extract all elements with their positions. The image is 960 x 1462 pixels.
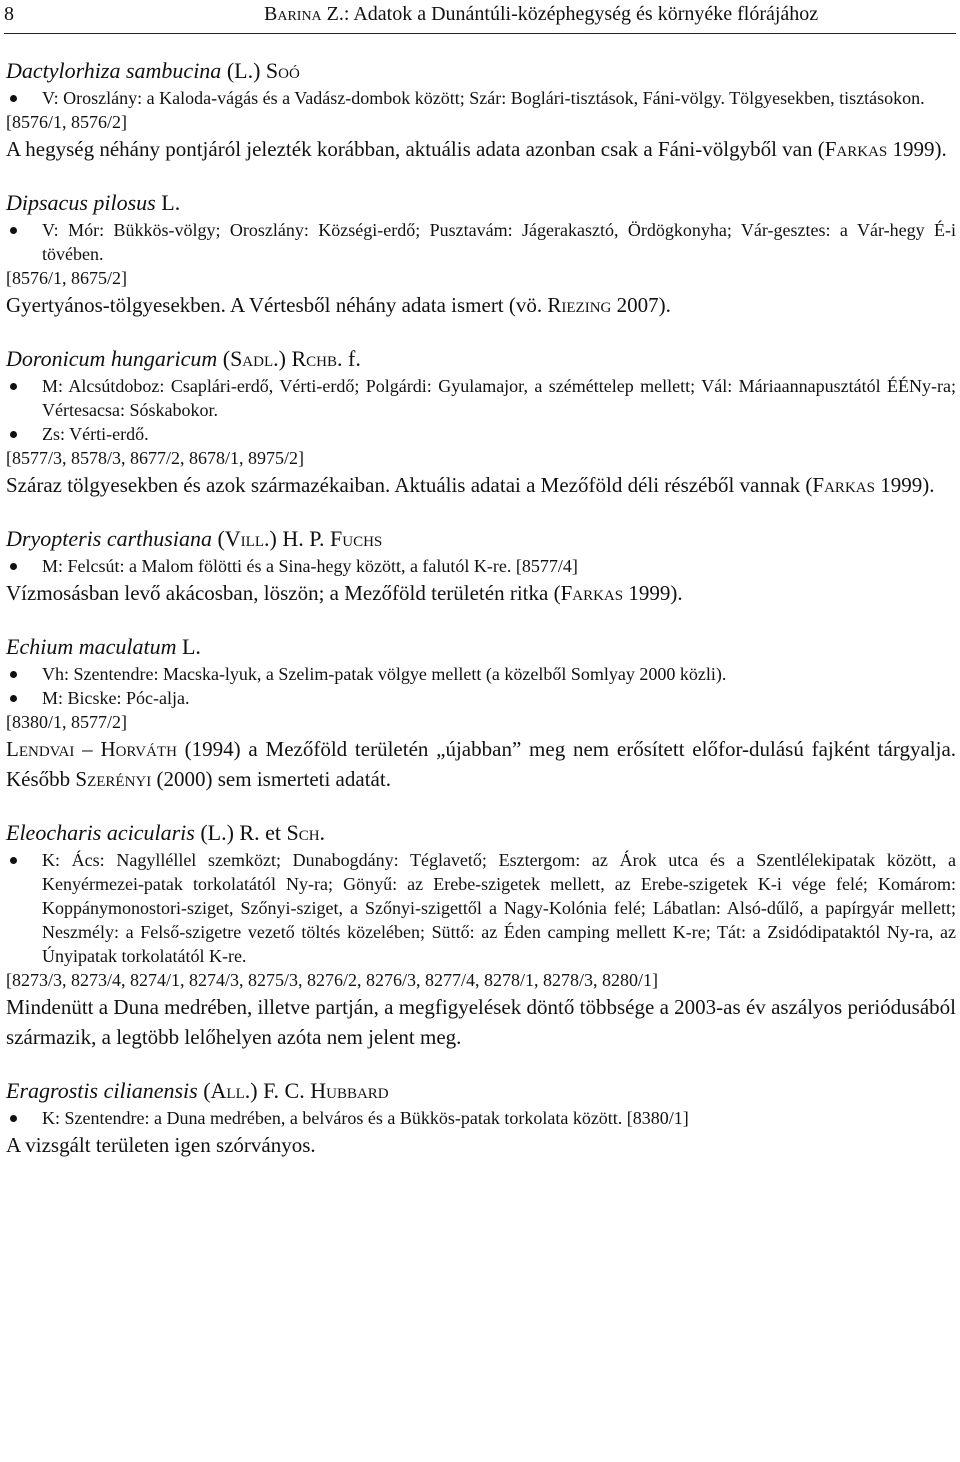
authority-part: Soó	[265, 58, 300, 83]
authority-part: Vill.	[224, 526, 270, 551]
authority-part: All.	[210, 1078, 251, 1103]
authority-part: L.	[155, 190, 181, 215]
species-name[interactable]	[6, 818, 956, 848]
comment-part: Farkas	[824, 137, 888, 161]
authority-part: (	[217, 346, 231, 371]
comment-part: A vizsgált területen igen szórványos.	[6, 1133, 316, 1157]
species-name[interactable]	[6, 188, 956, 218]
species-binomial: Eleocharis acicularis	[6, 820, 195, 845]
species-entry	[6, 632, 956, 794]
species-authority	[176, 634, 200, 659]
comment-part: 1999).	[887, 137, 947, 161]
locality-list	[6, 86, 956, 110]
comment-part: Szerényi	[75, 767, 152, 791]
species-name[interactable]	[6, 344, 956, 374]
species-authority	[221, 58, 300, 83]
locality-item: M: Alcsútdoboz: Csaplári-erdő, Vérti-erdő; Polgárdi: Gyulamajor, a széméttelep mellett; Vál: Máriaannapusztától ÉÉNy-ra; Vértesacsa: Sóskabokor.	[6, 374, 956, 422]
comment-part: Riezing	[547, 293, 612, 317]
locality-list	[6, 218, 956, 266]
grid-codes: [8380/1, 8577/2]	[6, 712, 127, 732]
locality-list	[6, 662, 956, 710]
species-binomial: Dryopteris carthusiana	[6, 526, 212, 551]
comment-part: Farkas	[560, 581, 624, 605]
comment-part: Horváth	[100, 737, 177, 761]
running-title	[264, 0, 818, 28]
species-name[interactable]	[6, 632, 956, 662]
species-comment	[6, 134, 956, 164]
page-number: 8	[4, 3, 14, 25]
comment-part: –	[74, 737, 101, 761]
comment-part: Mindenütt a Duna medrében, illetve partján, a megfigyelések döntő többsége a 2003-as év aszályos periódusából származik, a legtöbb lelőhelyen azóta nem jelent meg.	[6, 995, 956, 1049]
authority-part: Sch.	[286, 820, 326, 845]
species-entry	[6, 1076, 956, 1160]
authority-part: (	[197, 1078, 211, 1103]
species-name[interactable]	[6, 1076, 956, 1106]
locality-list	[6, 1106, 956, 1130]
species-authority	[217, 346, 361, 371]
species-entry	[6, 524, 956, 608]
species-binomial: Eragrostis cilianensis	[6, 1078, 198, 1103]
species-list	[6, 56, 956, 1184]
locality-list	[6, 554, 956, 578]
comment-part: A hegység néhány pontjáról jelezték korábban, aktuális adata azonban csak a Fáni-völgyből van (	[6, 137, 825, 161]
locality-item: Vh: Szentendre: Macska-lyuk, a Szelim-patak völgye mellett (a közelből Somlyay 2000 közli).	[6, 662, 956, 686]
header-author: Barina Z.	[264, 3, 344, 25]
species-comment	[6, 992, 956, 1052]
comment-part: 1999).	[874, 473, 935, 497]
comment-part: Gyertyános-tölgyesekben. A Vértesből néhány adata ismert (vö.	[6, 293, 548, 317]
species-name[interactable]	[6, 56, 956, 86]
species-comment	[6, 734, 956, 794]
species-entry	[6, 344, 956, 500]
species-binomial: Doronicum hungaricum	[6, 346, 218, 371]
locality-item: K: Ács: Nagylléllel szemközt; Dunabogdány: Téglavető; Esztergom: az Árok utca és a Szentlélekipatak között, a Kenyérmezei-patak torkolatától Ny-ra; Gönyű: az Erebe-szigetek mellett, az Erebe-szigetek K-i vége felé; Komárom: Koppánymonostori-sziget, Szőnyi-sziget, a Szőnyi-szigettől a Nagy-Kolónia felé; Lábatlan: Alsó-dűlő, a papírgyár mellett; Neszmély: a Felső-szigetre vezető töltés közelében; Süttő: az Éden camping mellett K-re; Tát: a Zsidódipataktól Ny-ra, az Únyipatak torkolatától K-re.	[6, 848, 956, 968]
comment-part: (1994) a Mezőföld területén „újabban” meg nem erősített előfor-dulású fajként tárgyalja. Később	[6, 737, 957, 791]
species-name[interactable]	[6, 524, 956, 554]
species-entry	[6, 188, 956, 320]
authority-part: ) F. C.	[250, 1078, 311, 1103]
species-comment	[6, 290, 956, 320]
running-header	[4, 0, 956, 34]
grid-codes: [8273/3, 8273/4, 8274/1, 8274/3, 8275/3, 8276/2, 8276/3, 8277/4, 8278/1, 8278/3, 8280/1]	[6, 970, 658, 990]
authority-part: Fuchs	[330, 526, 383, 551]
species-comment	[6, 470, 956, 500]
comment-part: 2007).	[611, 293, 671, 317]
locality-item: M: Bicske: Póc-alja.	[6, 686, 956, 710]
authority-part: (	[211, 526, 225, 551]
header-title-text: : Adatok a Dunántúli-középhegység és környéke flórájához	[343, 3, 819, 25]
grid-codes: [8577/3, 8578/3, 8677/2, 8678/1, 8975/2]	[6, 448, 304, 468]
locality-item: V: Oroszlány: a Kaloda-vágás és a Vadász-dombok között; Szár: Boglári-tisztások, Fáni-völgy. Tölgyesekben, tisztásokon.	[6, 86, 956, 110]
species-binomial: Echium maculatum	[6, 634, 177, 659]
locality-item: Zs: Vérti-erdő.	[6, 422, 956, 446]
species-comment	[6, 1130, 956, 1160]
locality-item: K: Szentendre: a Duna medrében, a belváros és a Bükkös-patak torkolata között. [8380/1]	[6, 1106, 956, 1130]
authority-part: ) H. P.	[269, 526, 331, 551]
authority-part: (L.)	[221, 58, 266, 83]
comment-part: Farkas	[812, 473, 875, 497]
species-authority	[156, 190, 180, 215]
authority-part: Sadl.	[230, 346, 279, 371]
species-authority	[195, 820, 325, 845]
species-entry	[6, 56, 956, 164]
locality-item: V: Mór: Bükkös-völgy; Oroszlány: Községi-erdő; Pusztavám: Jágerakasztó, Ördögkonyha; Vár-gesztes: a Vár-hegy É-i tövében.	[6, 218, 956, 266]
species-binomial: Dactylorhiza sambucina	[6, 58, 222, 83]
species-binomial: Dipsacus pilosus	[6, 190, 156, 215]
authority-part: Hubbard	[310, 1078, 389, 1103]
species-entry	[6, 818, 956, 1052]
authority-part: Rchb.	[291, 346, 343, 371]
locality-list	[6, 848, 956, 968]
grid-codes: [8576/1, 8576/2]	[6, 112, 127, 132]
species-comment	[6, 578, 956, 608]
authority-part: (L.) R. et	[194, 820, 287, 845]
comment-part: Vízmosásban levő akácosban, löszön; a Mezőföld területén ritka (	[6, 581, 561, 605]
species-authority	[212, 526, 382, 551]
authority-part: )	[278, 346, 292, 371]
authority-part: L.	[176, 634, 201, 659]
species-authority	[198, 1078, 389, 1103]
comment-part: Száraz tölgyesekben és azok származékaiban. Aktuális adatai a Mezőföld déli részéből vannak (	[6, 473, 813, 497]
grid-codes: [8576/1, 8675/2]	[6, 268, 127, 288]
locality-item: M: Felcsút: a Malom fölötti és a Sina-hegy között, a falutól K-re. [8577/4]	[6, 554, 956, 578]
authority-part: f.	[342, 346, 361, 371]
locality-list	[6, 374, 956, 446]
comment-part: 1999).	[623, 581, 683, 605]
comment-part: Lendvai	[6, 737, 75, 761]
comment-part: (2000) sem ismerteti adatát.	[151, 767, 391, 791]
